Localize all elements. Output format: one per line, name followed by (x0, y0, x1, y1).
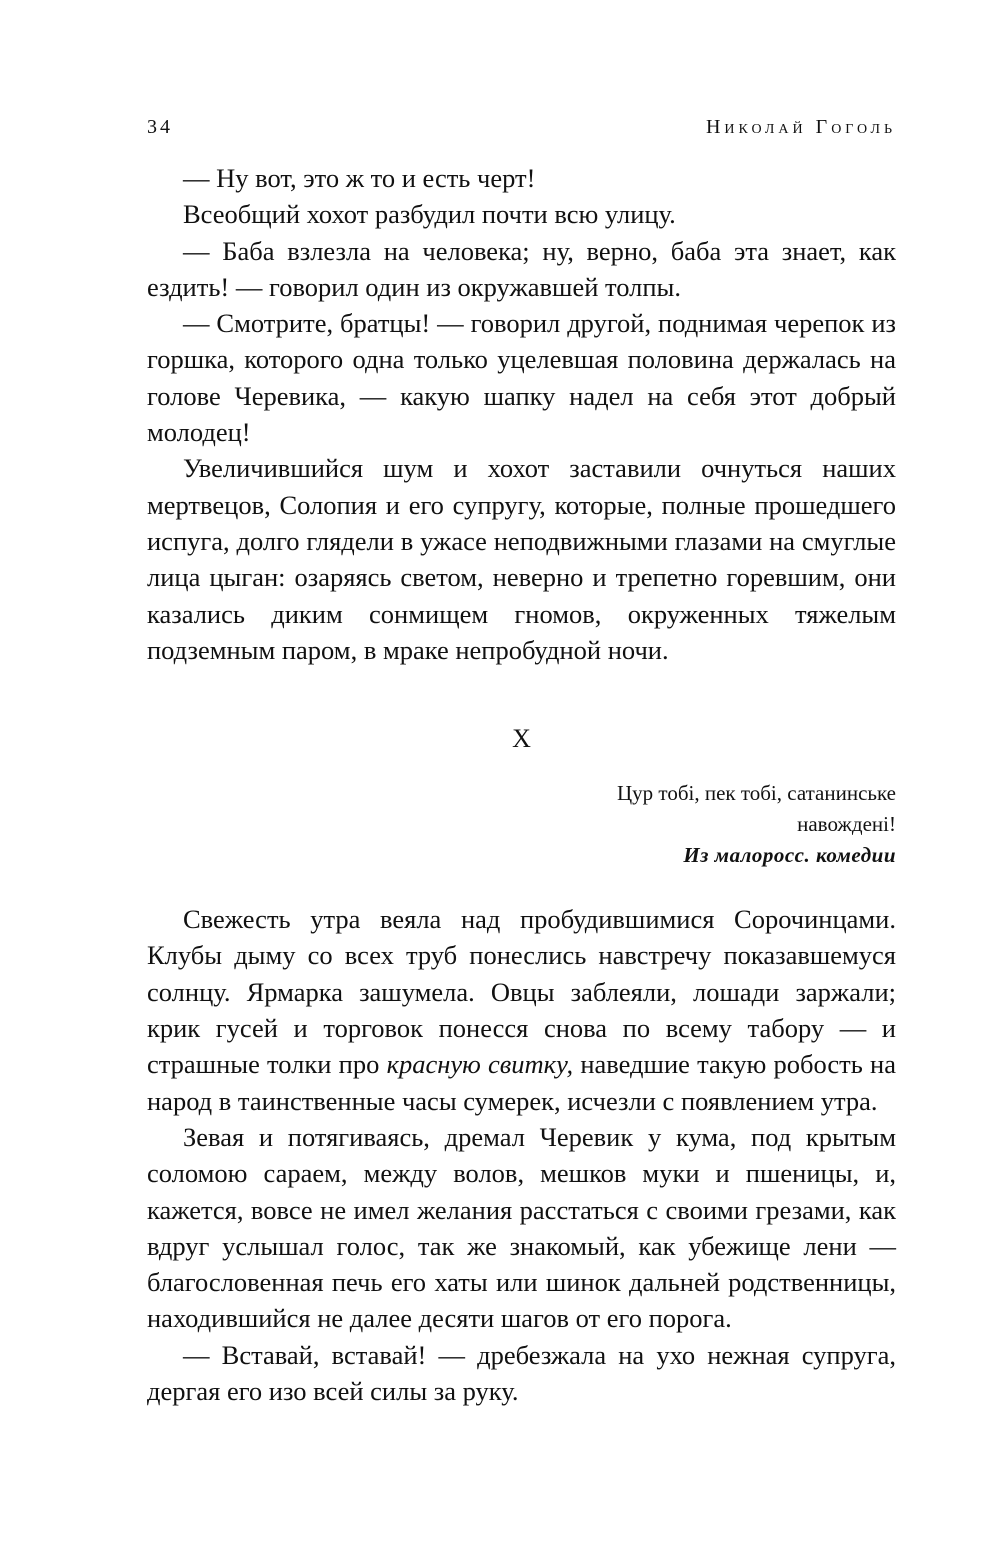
paragraph: Увеличившийся шум и хохот заставили очнуться наших мертвецов, Солопия и его супругу, которые, полные прошедшего испуга, долго глядели в ужасе неподвижными глазами на смуглые лица цыган: озаряясь светом, неверно и трепетно горевшим, они казались диким сонмищем гномов, окруженных тяжелым подземным паром, в мраке непробудной ночи. (147, 453, 896, 665)
paragraph: — Баба взлезла на человека; ну, верно, баба эта знает, как ездить! — говорил один из окружавшей толпы. (147, 235, 896, 302)
page-number: 34 (147, 116, 173, 138)
running-author: Николай Гоголь (705, 116, 896, 138)
epigraph (547, 778, 896, 871)
paragraph-text: Свежесть утра веяла над пробудившимися Сорочинцами. Клубы дыму со всех труб понеслись навстречу показавшемуся солнцу. Ярмарка зашумела. Овцы заблеяли, лошади заржали; крик гусей и торговок понесся снова по всему табору — и страшные толки про (147, 904, 896, 1080)
paragraph: Зевая и потягиваясь, дремал Черевик у кума, под крытым соломою сараем, между волов, мешков муки и пшеницы, и, кажется, вовсе не имел желания расстаться с своими грезами, как вдруг услышал голос, так же знакомый, как убежище лени — благословенная печь его хаты или шинок дальней родственницы, находившийся не далее десяти шагов от его порога. (147, 1121, 896, 1334)
paragraph: Всеобщий хохот разбудил почти всю улицу. (183, 199, 676, 230)
paragraph: — Смотрите, братцы! — говорил другой, поднимая черепок из горшка, которого одна только уцелевшая половина держалась на голове Черевика, — какую шапку надел на себя этот добрый молодец! (147, 308, 896, 448)
text-after-chapter (147, 901, 896, 1409)
paragraph (147, 901, 896, 1119)
paragraph: — Ну вот, это ж то и есть черт! (183, 163, 536, 193)
paragraph: — Вставай, вставай! — дребезжала на ухо нежная супруга, дергая его изо всей силы за руку. (147, 1339, 896, 1407)
running-header (147, 116, 896, 160)
chapter-heading: X (512, 724, 531, 754)
italic-phrase: красную свитку, (386, 1049, 574, 1080)
paragraph-text: наведшие такую робость на народ в таинственные часы сумерек, исчезли с появлением утра. (147, 1049, 896, 1116)
epigraph-text: Цур тобі, пек тобі, сатанинське навождені! (617, 781, 896, 837)
epigraph-source: Из малоросс. комедии (683, 843, 896, 868)
text-before-chapter (147, 160, 896, 668)
